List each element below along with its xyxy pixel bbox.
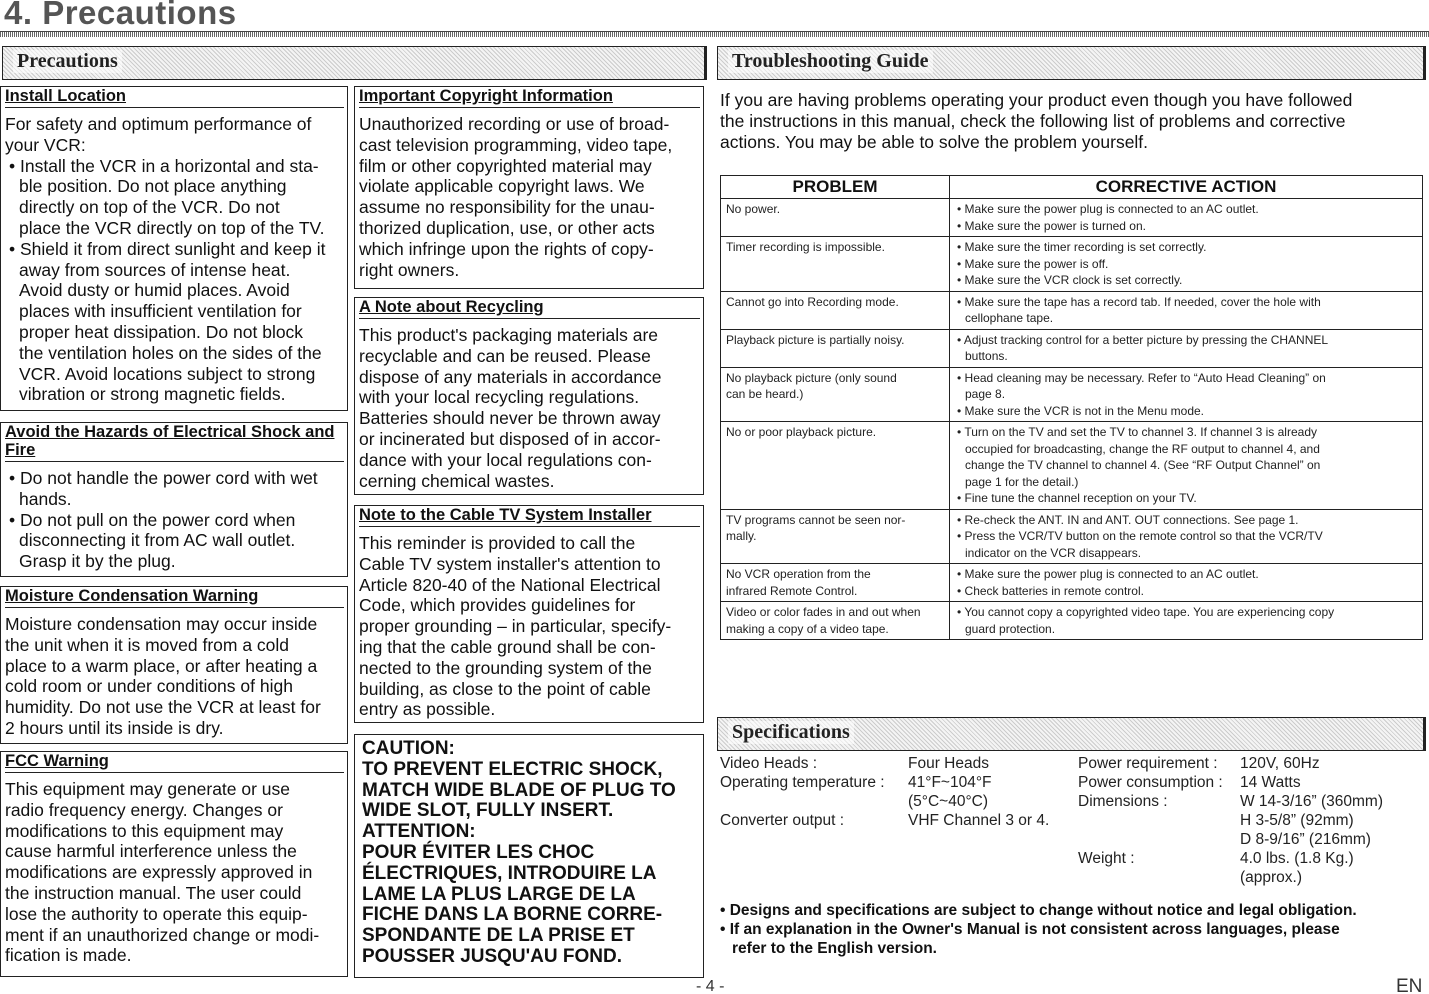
troubleshooting-intro: If you are having problems operating your product even though you have followed the instructions in this manual, check the following list of problems and corrective actions. You may be able to solve the problem yourself.: [720, 90, 1353, 152]
cable-installer-heading: Note to the Cable TV System Installer: [359, 506, 700, 527]
spec-value: H 3-5/8” (92mm): [1240, 812, 1354, 829]
spec-label: Weight :: [1078, 850, 1135, 867]
spec-label: Video Heads :: [720, 755, 818, 772]
caution-line: ATTENTION:: [362, 821, 476, 843]
problem-cell: Cannot go into Recording mode.: [721, 291, 950, 329]
precautions-heading: Precautions: [13, 50, 122, 73]
electrical-shock-heading: Avoid the Hazards of Electrical Shock and Fire: [5, 423, 344, 462]
spec-label: Converter output :: [720, 812, 845, 829]
fcc-text: This equipment may generate or use radio frequency energy. Changes or modifications to this equipment may cause harmful interference unless the modifications are expressly approved in the instruction manual. The user could lose the authority to operate this equip- ment if an unauthorized change or modi- fication is made.: [5, 779, 320, 966]
footnote: • Designs and specifications are subject to change without notice and legal obligation.: [720, 901, 1425, 920]
problem-cell: TV programs cannot be seen nor- mally.: [721, 509, 950, 564]
shock-bullet: • Do not pull on the power cord when disconnecting it from AC wall outlet. Grasp it by the plug.: [5, 510, 345, 572]
install-location-heading: Install Location: [5, 87, 344, 108]
action-item: • Make sure the timer recording is set correctly.: [955, 239, 1417, 256]
table-row: [721, 422, 1423, 510]
caution-line: SPONDANTE DE LA PRISE ET: [362, 925, 635, 947]
title-rule: [0, 31, 1429, 37]
spec-label: Power consumption :: [1078, 774, 1223, 791]
action-item: • Head cleaning may be necessary. Refer to “Auto Head Cleaning” on page 8.: [955, 370, 1417, 403]
spec-value: 120V, 60Hz: [1240, 755, 1320, 772]
spec-value: D 8-9/16” (216mm): [1240, 831, 1371, 848]
cable-installer-text: This reminder is provided to call the Cable TV system installer's attention to Article 820-40 of the National Electrical Code, which provides guidelines for proper grounding – in particular, specify- ing that the cable ground shall be con- nected to the grounding system of the building, as close to the point of cable entry as possible.: [359, 533, 672, 720]
action-cell: [950, 199, 1423, 237]
spec-value: 41°F~104°F: [908, 774, 992, 791]
action-item: • Make sure the tape has a record tab. If needed, cover the hole with cellophane tape.: [955, 294, 1417, 327]
precautions-band: [2, 46, 707, 80]
action-cell: [950, 329, 1423, 367]
action-item: • Fine tune the channel reception on your TV.: [955, 490, 1417, 507]
moisture-warning-box: [0, 586, 348, 744]
action-item: • Make sure the power plug is connected to an AC outlet.: [955, 566, 1417, 583]
problem-cell: Playback picture is partially noisy.: [721, 329, 950, 367]
install-bullet: • Shield it from direct sunlight and keep it away from sources of intense heat. Avoid dusty or humid places. Avoid places with insufficient ventilation for proper heat dissipation. Do not block the ventilation holes on the sides of the VCR. Avoid locations subject to strong vibration or strong magnetic fields.: [5, 239, 345, 405]
problem-cell: Video or color fades in and out when making a copy of a video tape.: [721, 602, 950, 640]
table-row: [721, 564, 1423, 602]
caution-box: [354, 734, 704, 978]
action-item: • Make sure the VCR clock is set correctly.: [955, 272, 1417, 289]
action-item: • Turn on the TV and set the TV to channel 3. If channel 3 is already occupied for broadcasting, change the RF output to channel 4, and change the TV channel to channel 4. (See “RF Output Channel” on page 1 for the detail.): [955, 424, 1417, 490]
table-row: [721, 291, 1423, 329]
spec-value: VHF Channel 3 or 4.: [908, 812, 1050, 829]
spec-value: Four Heads: [908, 755, 989, 772]
spec-label: Power requirement :: [1078, 755, 1218, 772]
footnotes: [720, 901, 1425, 958]
moisture-warning-heading: Moisture Condensation Warning: [5, 587, 344, 608]
problem-cell: No VCR operation from the infrared Remote Control.: [721, 564, 950, 602]
troubleshooting-table: [720, 175, 1423, 640]
caution-line: LAME LA PLUS LARGE DE LA: [362, 883, 636, 905]
fcc-warning-heading: FCC Warning: [5, 752, 344, 773]
moisture-text: Moisture condensation may occur inside the unit when it is moved from a cold place to a warm place, or after heating a cold room or under conditions of high humidity. Do not use the VCR at least for 2 hours until its inside is dry.: [5, 614, 321, 738]
caution-line: POUR ÉVITER LES CHOC: [362, 841, 595, 863]
page-title: 4. Precautions: [4, 0, 237, 31]
problem-cell: No power.: [721, 199, 950, 237]
troubleshooting-band: [717, 46, 1426, 80]
spec-label: Dimensions :: [1078, 793, 1168, 810]
problem-cell: No or poor playback picture.: [721, 422, 950, 510]
spec-value: (approx.): [1240, 869, 1303, 886]
action-cell: [950, 237, 1423, 292]
recycling-text: This product's packaging materials are recyclable and can be reused. Please dispose of any materials in accordance with your local recycling regulations. Batteries should never be thrown away or incinerated but disposed of in accor- dance with your local regulations con- cerning chemical wastes.: [359, 325, 662, 491]
action-item: • Check batteries in remote control.: [955, 583, 1417, 600]
table-header-row: [721, 176, 1423, 199]
caution-line: FICHE DANS LA BORNE CORRE-: [362, 904, 663, 926]
table-row: [721, 329, 1423, 367]
troubleshooting-heading: Troubleshooting Guide: [728, 50, 933, 73]
action-item: • Adjust tracking control for a better picture by pressing the CHANNEL buttons.: [955, 332, 1417, 365]
action-item: • Press the VCR/TV button on the remote control so that the VCR/TV indicator on the VCR disappears.: [955, 528, 1417, 561]
copyright-heading: Important Copyright Information: [359, 87, 700, 108]
spec-value: W 14-3/16” (360mm): [1240, 793, 1383, 810]
spec-value: (5°C~40°C): [908, 793, 989, 810]
problem-cell: No playback picture (only sound can be heard.): [721, 367, 950, 422]
copyright-text: Unauthorized recording or use of broad- cast television programming, video tape, film or other copyrighted material may violate applicable copyright laws. We assume no responsibility for the unau- thorized duplication, use, or other acts which infringe upon the rights of copy- right owners.: [359, 114, 673, 280]
caution-line: CAUTION:: [362, 738, 455, 759]
action-cell: [950, 367, 1423, 422]
action-item: • Make sure the power is turned on.: [955, 218, 1417, 235]
spec-value: 14 Watts: [1240, 774, 1301, 791]
action-cell: [950, 509, 1423, 564]
caution-line: ÉLECTRIQUES, INTRODUIRE LA: [362, 862, 657, 884]
caution-line: WIDE SLOT, FULLY INSERT.: [362, 800, 614, 822]
recycling-box: [354, 297, 704, 495]
install-intro: For safety and optimum performance of your VCR:: [5, 114, 312, 155]
action-cell: [950, 291, 1423, 329]
action-cell: [950, 602, 1423, 640]
caution-line: TO PREVENT ELECTRIC SHOCK,: [362, 758, 663, 780]
action-column-header: CORRECTIVE ACTION: [950, 176, 1423, 199]
spec-label: Operating temperature :: [720, 774, 885, 791]
shock-bullet: • Do not handle the power cord with wet hands.: [5, 468, 345, 510]
problem-cell: Timer recording is impossible.: [721, 237, 950, 292]
cable-installer-box: [354, 505, 704, 723]
copyright-box: [354, 86, 704, 289]
caution-line: POUSSER JUSQU'AU FOND.: [362, 945, 622, 967]
page-number: - 4 -: [696, 978, 725, 994]
table-row: [721, 602, 1423, 640]
table-row: [721, 199, 1423, 237]
action-item: • You cannot copy a copyrighted video tape. You are experiencing copy guard protection.: [955, 604, 1417, 637]
action-item: • Re-check the ANT. IN and ANT. OUT connections. See page 1.: [955, 512, 1417, 529]
action-cell: [950, 422, 1423, 510]
action-cell: [950, 564, 1423, 602]
install-location-box: [0, 86, 348, 411]
table-row: [721, 367, 1423, 422]
footnote: • If an explanation in the Owner's Manual is not consistent across languages, please refer to the English version.: [720, 920, 1425, 958]
spec-value: 4.0 lbs. (1.8 Kg.): [1240, 850, 1354, 867]
fcc-warning-box: [0, 751, 348, 977]
install-bullet: • Install the VCR in a horizontal and sta- ble position. Do not place anything directly on top of the VCR. Do not place the VCR directly on top of the TV.: [5, 156, 345, 239]
recycling-heading: A Note about Recycling: [359, 298, 700, 319]
specifications-heading: Specifications: [728, 721, 854, 744]
table-row: [721, 237, 1423, 292]
language-tag: EN: [1396, 976, 1423, 994]
caution-line: MATCH WIDE BLADE OF PLUG TO: [362, 779, 676, 801]
electrical-shock-box: [0, 422, 348, 577]
problem-column-header: PROBLEM: [721, 176, 950, 199]
table-row: [721, 509, 1423, 564]
action-item: • Make sure the power plug is connected to an AC outlet.: [955, 201, 1417, 218]
action-item: • Make sure the power is off.: [955, 256, 1417, 273]
action-item: • Make sure the VCR is not in the Menu mode.: [955, 403, 1417, 420]
specifications-band: [717, 717, 1426, 751]
